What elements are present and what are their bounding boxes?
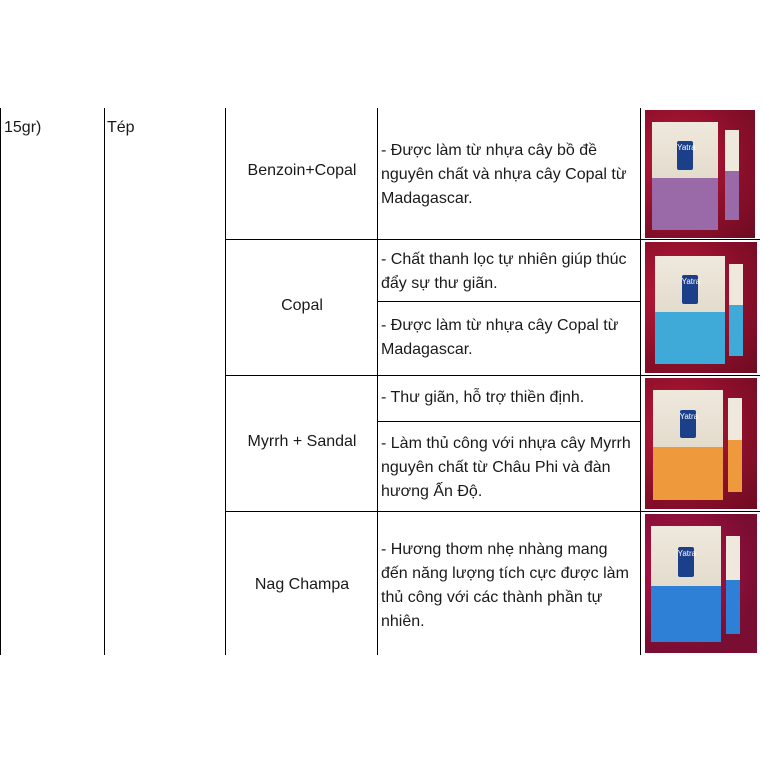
product-description: - Được làm từ nhựa cây bồ đề nguyên chất và nhựa cây Copal từ Madagascar.: [381, 142, 627, 207]
brand-logo: Yatra: [682, 275, 699, 303]
incense-stick-pack: [729, 264, 743, 356]
brand-logo: Yatra: [680, 410, 697, 439]
weight-cell: 15gr): [4, 119, 42, 136]
product-name-myrrh-sandal: Myrrh + Sandal: [247, 433, 357, 450]
grid-line: [104, 108, 105, 655]
incense-stick-pack: [728, 398, 742, 492]
product-description: - Được làm từ nhựa cây Copal từ Madagascar.: [381, 317, 619, 358]
grid-line: [225, 375, 760, 376]
product-description: - Hương thơm nhẹ nhàng mang đến năng lượng tích cực được làm thủ công với các thành phần tự nhiên.: [381, 541, 629, 630]
product-description: - Thư giãn, hỗ trợ thiền định.: [381, 389, 585, 406]
incense-stick-pack: [726, 536, 740, 634]
incense-box: [653, 390, 723, 500]
grid-line: [225, 511, 760, 512]
incense-box: [651, 526, 721, 642]
type-cell: Tép: [107, 119, 135, 136]
grid-line: [225, 108, 226, 655]
grid-line: [377, 108, 378, 655]
grid-line: [377, 301, 640, 302]
brand-logo: Yatra: [677, 141, 693, 169]
product-photo: [645, 242, 757, 373]
product-name-benzoin-copal: Benzoin+Copal: [247, 162, 357, 179]
product-name-copal: Copal: [281, 297, 323, 314]
incense-box: [652, 122, 718, 230]
grid-line: [0, 108, 1, 655]
grid-line: [225, 239, 760, 240]
grid-line: [640, 108, 641, 655]
product-photo: [645, 378, 757, 509]
incense-stick-pack: [725, 130, 739, 220]
product-photo: [645, 514, 757, 653]
product-name-nag-champa: Nag Champa: [254, 576, 350, 593]
product-photo: [645, 110, 755, 238]
brand-logo: Yatra: [678, 547, 695, 577]
incense-box: [655, 256, 725, 364]
grid-line: [377, 421, 640, 422]
product-description: - Chất thanh lọc tự nhiên giúp thúc đẩy sự thư giãn.: [381, 251, 627, 292]
product-description: - Làm thủ công với nhựa cây Myrrh nguyên chất từ Châu Phi và đàn hương Ấn Độ.: [381, 435, 631, 500]
